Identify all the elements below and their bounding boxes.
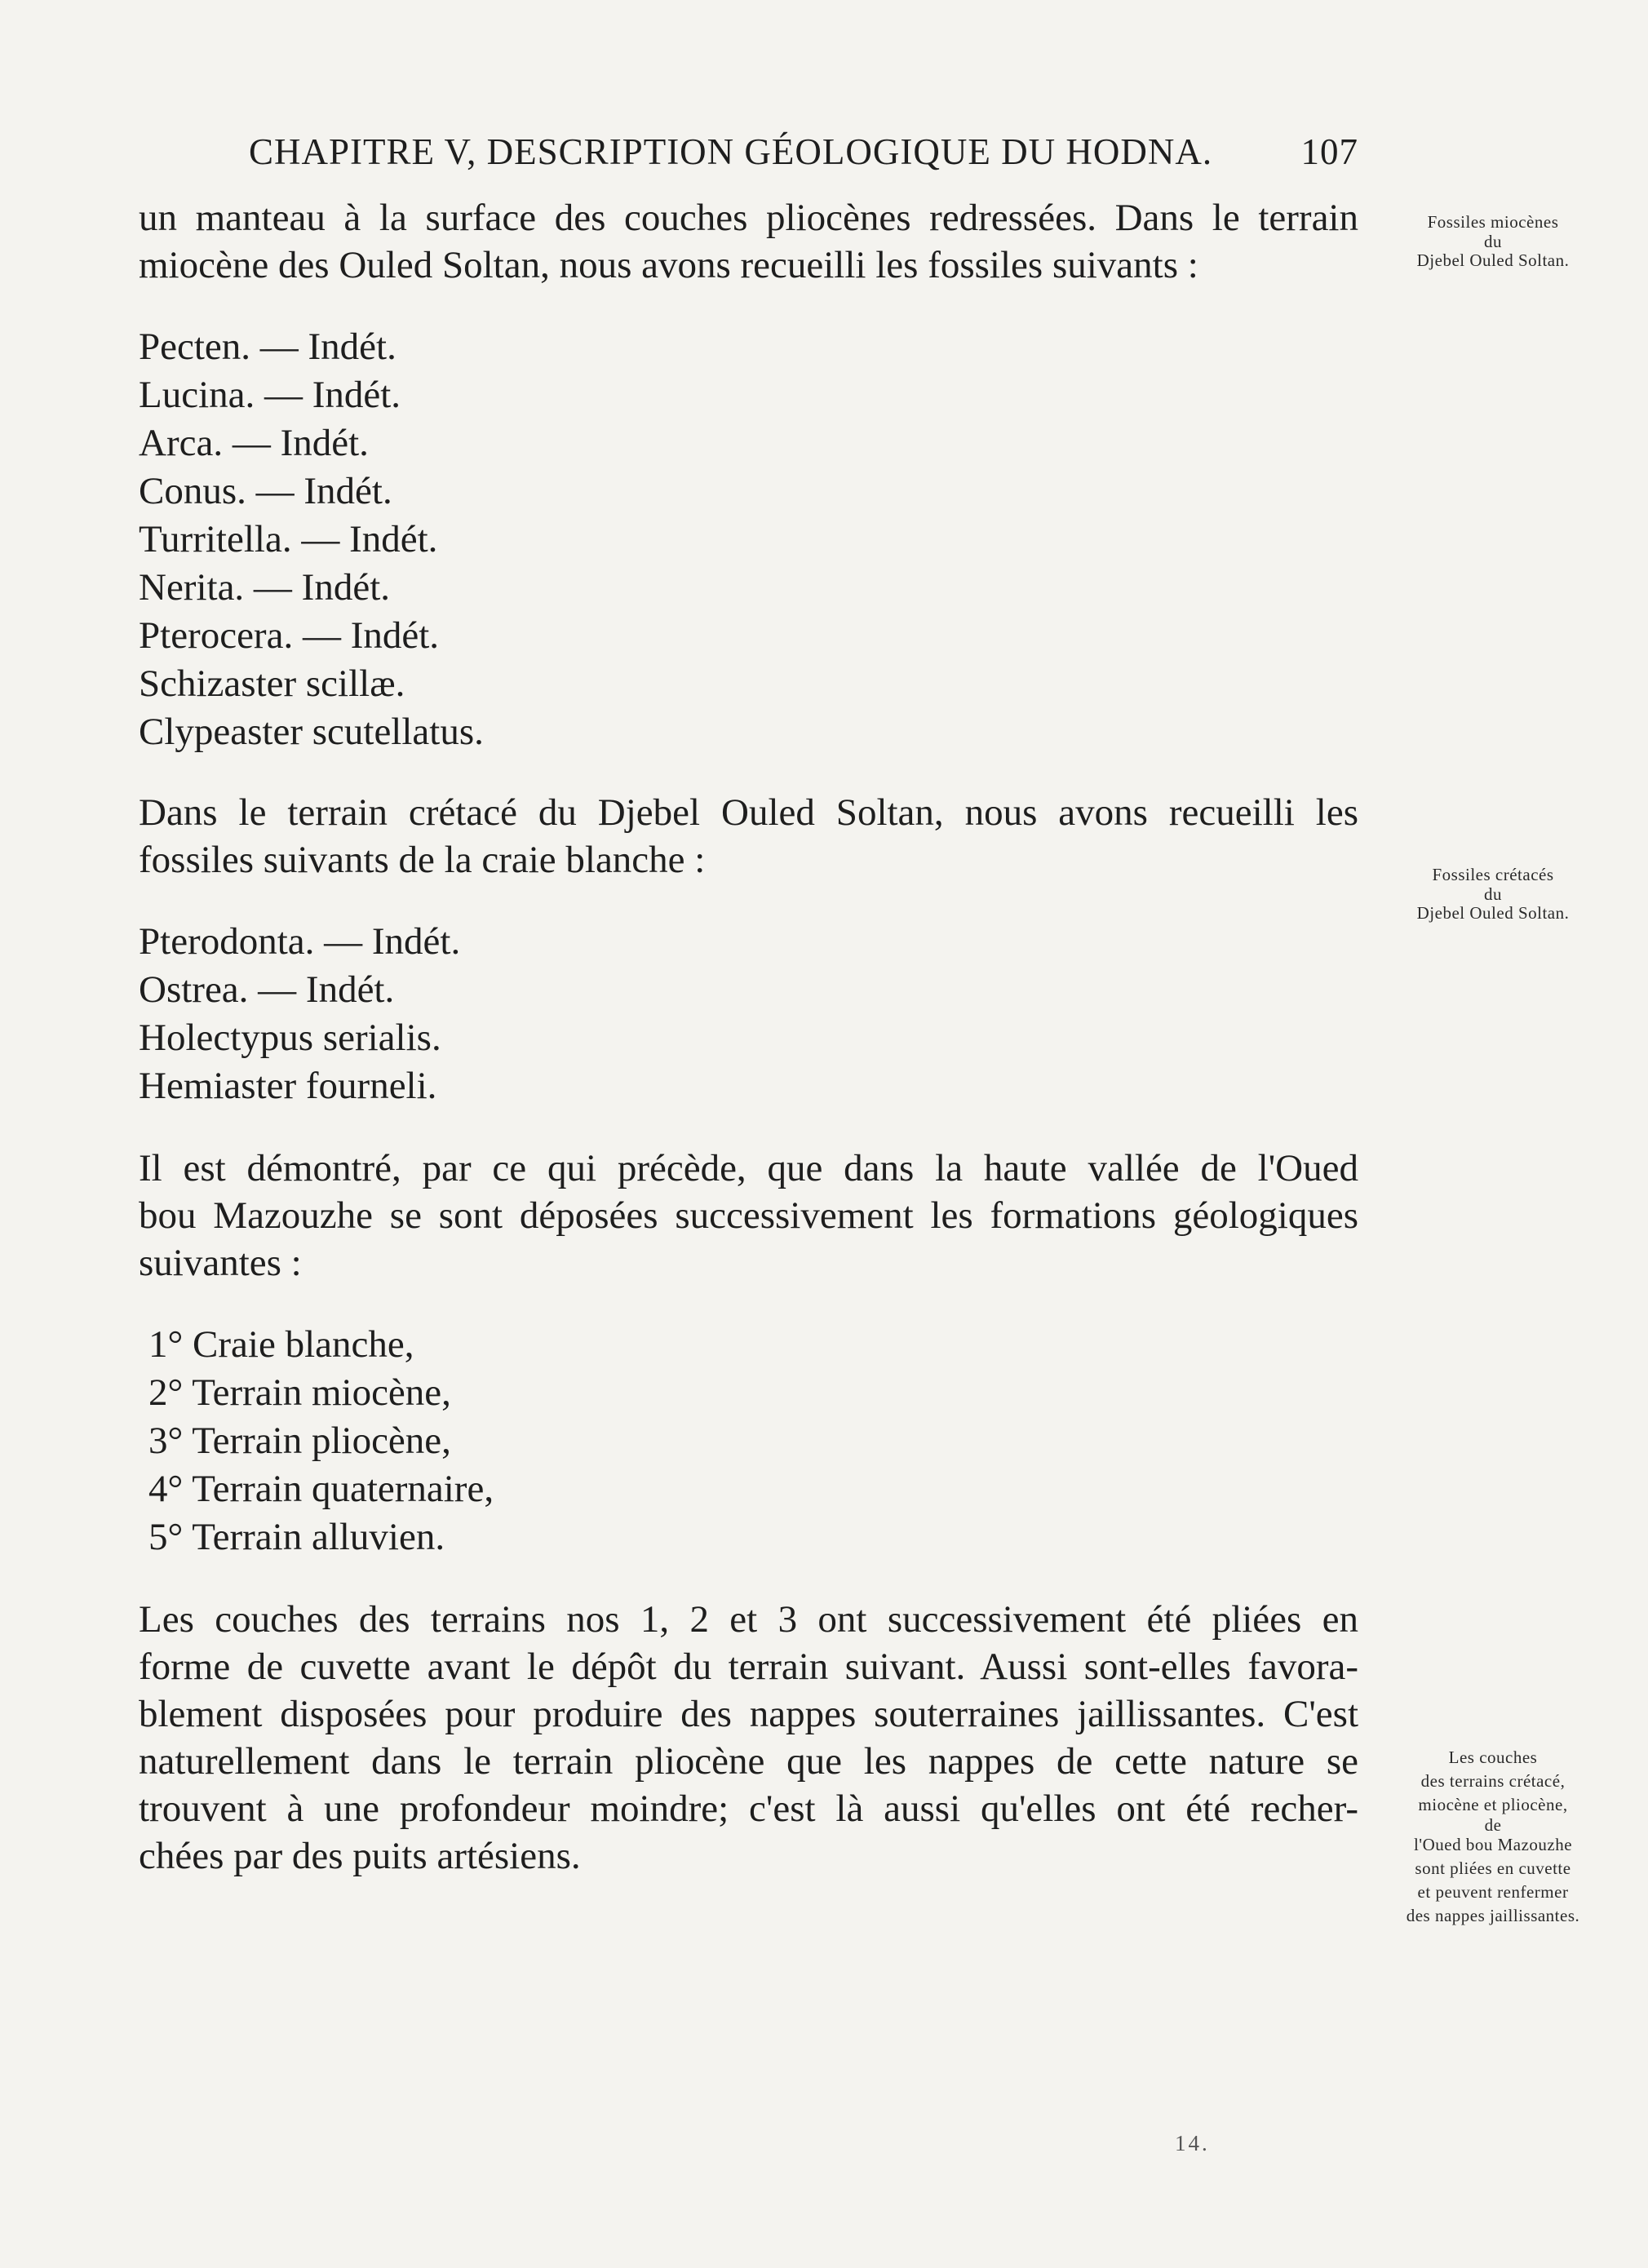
paragraph-line: forme de cuvette avant le dépôt du terrain suivant. Aussi sont-elles favora- xyxy=(139,1646,1358,1688)
paragraph-line: bou Mazouzhe se sont déposées successivement les formations géologiques xyxy=(139,1194,1358,1237)
margin-note-line: Djebel Ouled Soltan. xyxy=(1416,903,1570,923)
page-number: 107 xyxy=(1300,131,1358,172)
margin-note-line: de xyxy=(1484,1815,1502,1835)
formation-list xyxy=(139,1321,1358,1561)
list-item: Pterocera. — Indét. xyxy=(139,614,440,657)
list-item: Schizaster scillæ. xyxy=(139,662,405,705)
margin-note-line: Fossiles crétacés xyxy=(1432,865,1554,884)
margin-note-line: l'Oued bou Mazouzhe xyxy=(1413,1835,1573,1854)
margin-note-couches xyxy=(1383,1746,1603,1928)
paragraph-line: Dans le terrain crétacé du Djebel Ouled Soltan, nous avons recueilli les xyxy=(139,791,1358,834)
list-item: Conus. — Indét. xyxy=(139,470,392,512)
paragraph-line: Il est démontré, par ce qui précède, que dans la haute vallée de l'Oued xyxy=(139,1147,1358,1189)
running-header xyxy=(249,131,1358,173)
paragraph-line: trouvent à une profondeur moindre; c'est là aussi qu'elles ont été recher- xyxy=(139,1787,1358,1830)
margin-note-cretaceous xyxy=(1383,863,1603,925)
margin-note-line: sont pliées en cuvette xyxy=(1415,1858,1571,1878)
paragraph-line: miocène des Ouled Soltan, nous avons recueilli les fossiles suivants : xyxy=(139,244,1198,286)
list-item: Pterodonta. — Indét. xyxy=(139,920,461,963)
list-item: Hemiaster fourneli. xyxy=(139,1065,437,1107)
list-item: Pecten. — Indét. xyxy=(139,326,396,368)
fossil-list-miocene xyxy=(139,323,1358,756)
margin-note-line: du xyxy=(1484,884,1502,904)
margin-note-line: des nappes jaillissantes. xyxy=(1406,1906,1580,1925)
paragraph-line: naturellement dans le terrain pliocène que les nappes de cette nature se xyxy=(139,1740,1358,1783)
paragraph-line: Les couches des terrains nos 1, 2 et 3 ont successivement été pliées en xyxy=(139,1598,1358,1641)
paragraph-1 xyxy=(139,194,1358,289)
list-item: Arca. — Indét. xyxy=(139,422,369,464)
paragraph-line: blement disposées pour produire des nappes souterraines jaillissantes. C'est xyxy=(139,1693,1358,1735)
margin-note-line: miocène et pliocène, xyxy=(1418,1795,1568,1814)
main-text xyxy=(139,194,1358,1880)
list-item: 3° Terrain pliocène, xyxy=(148,1420,451,1462)
margin-note-line: du xyxy=(1484,232,1502,251)
signature-mark: 14. xyxy=(1175,2131,1210,2155)
paragraph-line: fossiles suivants de la craie blanche : xyxy=(139,839,706,881)
fossil-list-cretaceous xyxy=(139,918,1358,1110)
list-item: Lucina. — Indét. xyxy=(139,374,401,416)
margin-note-line: Les couches xyxy=(1448,1748,1538,1767)
list-item: Clypeaster scutellatus. xyxy=(139,711,484,753)
margin-note-miocene xyxy=(1383,210,1603,272)
paragraph-2 xyxy=(139,789,1358,884)
margin-note-line: et peuvent renfermer xyxy=(1417,1882,1569,1902)
list-item: 4° Terrain quaternaire, xyxy=(148,1468,494,1510)
margin-note-line: des terrains crétacé, xyxy=(1420,1771,1566,1791)
paragraph-3 xyxy=(139,1145,1358,1287)
list-item: Holectypus serialis. xyxy=(139,1017,441,1059)
paragraph-line: suivantes : xyxy=(139,1242,302,1284)
margin-note-line: Fossiles miocènes xyxy=(1427,212,1559,232)
margin-note-line: Djebel Ouled Soltan. xyxy=(1416,250,1570,270)
list-item: Nerita. — Indét. xyxy=(139,566,391,609)
paragraph-4 xyxy=(139,1596,1358,1880)
list-item: 2° Terrain miocène, xyxy=(148,1371,451,1414)
list-item: 5° Terrain alluvien. xyxy=(148,1516,445,1558)
list-item: Turritella. — Indét. xyxy=(139,518,438,560)
list-item: 1° Craie blanche, xyxy=(148,1323,414,1366)
list-item: Ostrea. — Indét. xyxy=(139,968,395,1011)
paragraph-line: chées par des puits artésiens. xyxy=(139,1835,581,1877)
paragraph-line: un manteau à la surface des couches pliocènes redressées. Dans le terrain xyxy=(139,197,1358,239)
running-title: CHAPITRE V, DESCRIPTION GÉOLOGIQUE DU HODNA. xyxy=(249,131,1213,172)
